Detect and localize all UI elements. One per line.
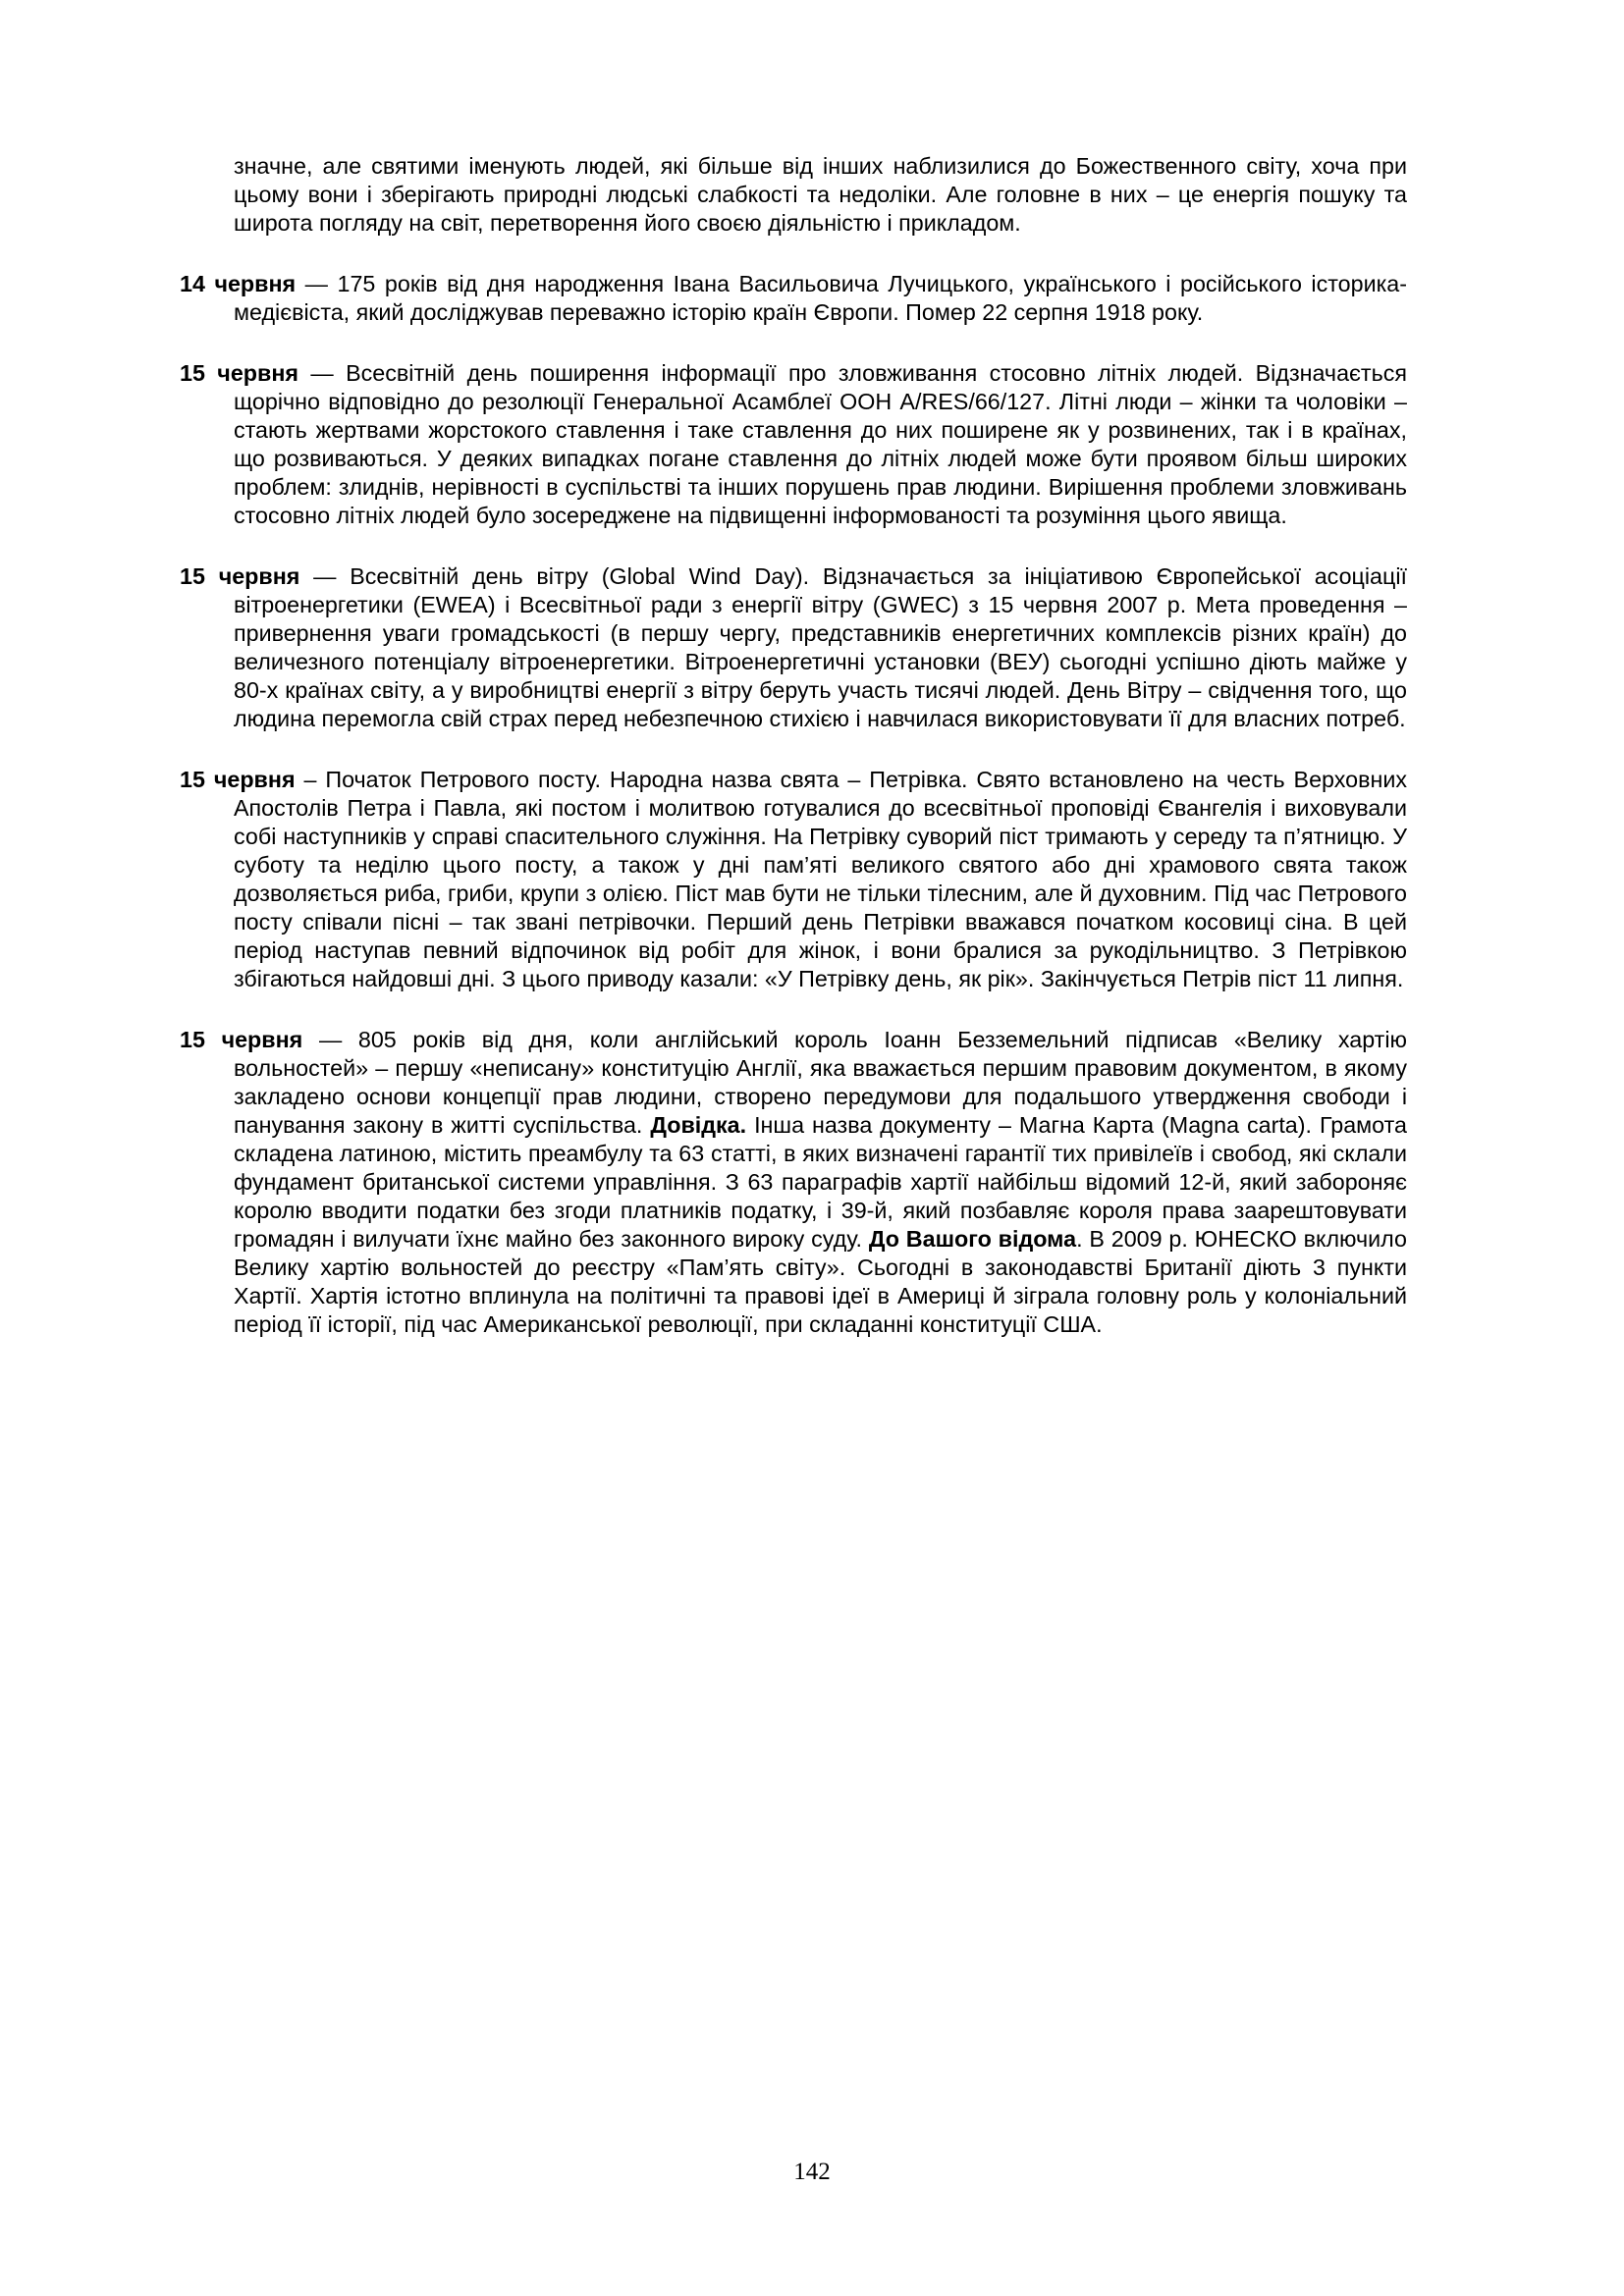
calendar-entry <box>180 562 1407 733</box>
calendar-entry <box>180 766 1407 993</box>
entry-text: – Початок Петрового посту. Народна назва свята – Петрівка. Свято встановлено на честь Верховних Апостолів Петра і Павла, які постом і молитвою готувалися до всесвітньої проповіді Євангелія і виховували собі наступників у справі спасительного служіння. На Петрівку суворий піст тримають у середу та п’ятницю. У суботу та неділю цього посту, а також у дні пам’яті великого святого або дні храмового свята також дозволяється риба, гриби, крупи з олією. Піст мав бути не тільки тілесним, але й духовним. Під час Петрового посту співали пісні – так звані петрівочки. Перший день Петрівки вважався початком косовиці сіна. В цей період наступав певний відпочинок від робіт для жінок, і вони бралися за рукодільництво. З Петрівкою збігаються найдовші дні. З цього приводу казали: «У Петрівку день, як рік». Закінчується Петрів піст 11 липня. <box>234 767 1407 991</box>
entry-date: 15 червня <box>180 360 299 386</box>
calendar-entry <box>180 270 1407 327</box>
entry-text: . В 2009 р. ЮНЕСКО включило Велику хартію вольностей до реєстру «Пам’ять світу». Сьогодні в законодавстві Британії діють 3 пункти Хартії. Хартія істотно вплинула на політичні та правові ідеї в Америці й зіграла головну роль у колоніальний період її історії, під час Американської революції, при складанні конституції США. <box>234 1226 1407 1337</box>
entry-date: 15 червня <box>180 563 300 589</box>
entry-text: — Всесвітній день вітру (Global Wind Day). Відзначається за ініціативою Європейської асоціації вітроенергетики (EWEA) і Всесвітньої ради з енергії вітру (GWEC) з 15 червня 2007 р. Мета проведення – привернення уваги громадськості (в першу чергу, представників енергетичних комплексів різних країн) до величезного потенціалу вітроенергетики. Вітроенергетичні установки (ВЕУ) сьогодні успішно діють майже у 80-х країнах світу, а у виробництві енергії з вітру беруть участь тисячі людей. День Вітру – свідчення того, що людина перемогла свій страх перед небезпечною стихією і навчилася використовувати її для власних потреб. <box>234 563 1407 731</box>
calendar-entry <box>180 359 1407 530</box>
entry-date: 14 червня <box>180 271 297 296</box>
page-number: 142 <box>793 2159 831 2185</box>
entry-date: 15 червня <box>180 1027 303 1052</box>
entry-text: — Всесвітній день поширення інформації про зловживання стосовно літніх людей. Відзначається щорічно відповідно до резолюції Генеральної Асамблеї ООН A/RES/66/127. Літні люди – жінки та чоловіки – стають жертвами жорстокого ставлення і таке ставлення до них поширене як у розвинених, так і в країнах, що розвиваються. У деяких випадках погане ставлення до літніх людей може бути проявом більш широких проблем: злиднів, нерівності в суспільстві та інших порушень прав людини. Вирішення проблеми зловживань стосовно літніх людей було зосереджене на підвищенні інформованості та розуміння цього явища. <box>234 360 1407 528</box>
note-label: До Вашого відома <box>868 1226 1077 1252</box>
entry-date: 15 червня <box>180 767 296 792</box>
calendar-entry <box>180 1026 1407 1339</box>
note-label: Довідка. <box>650 1112 747 1138</box>
entry-text: — 175 років від дня народження Івана Васильовича Лучицького, українського і російського історика-медієвіста, який досліджував переважно історію країн Європи. Помер 22 серпня 1918 року. <box>234 271 1408 325</box>
intro-paragraph: значне, але святими іменують людей, які більше від інших наблизилися до Божественного світу, хоча при цьому вони і зберігають природні людські слабкості та недоліки. Але головне в них – це енергія пошуку та широта погляду на світ, перетворення його своєю діяльністю і прикладом. <box>234 153 1407 236</box>
entry-text: — 805 років від дня, коли англійський король Іоанн Безземельний підписав «Велику хартію вольностей» – першу «неписану» конституцію Англії, яка вважається першим правовим документом, в якому закладено основи концепції прав людини, створено передумови для подальшого утвердження свободи і панування закону в житті суспільства. <box>234 1027 1407 1138</box>
entry-text: Інша назва документу – Магна Карта (Magna carta). Грамота складена латиною, містить преамбулу та 63 статті, в яких визначені гарантії тих привілеїв і свобод, які склали фундамент британської системи управління. З 63 параграфів хартії найбільш відомий 12-й, який забороняє королю вводити податки без згоди платників податку, і 39-й, який позбавляє короля права заарештовувати громадян і вилучати їхнє майно без законного вироку суду. <box>234 1112 1407 1252</box>
document-body <box>180 152 1407 1339</box>
